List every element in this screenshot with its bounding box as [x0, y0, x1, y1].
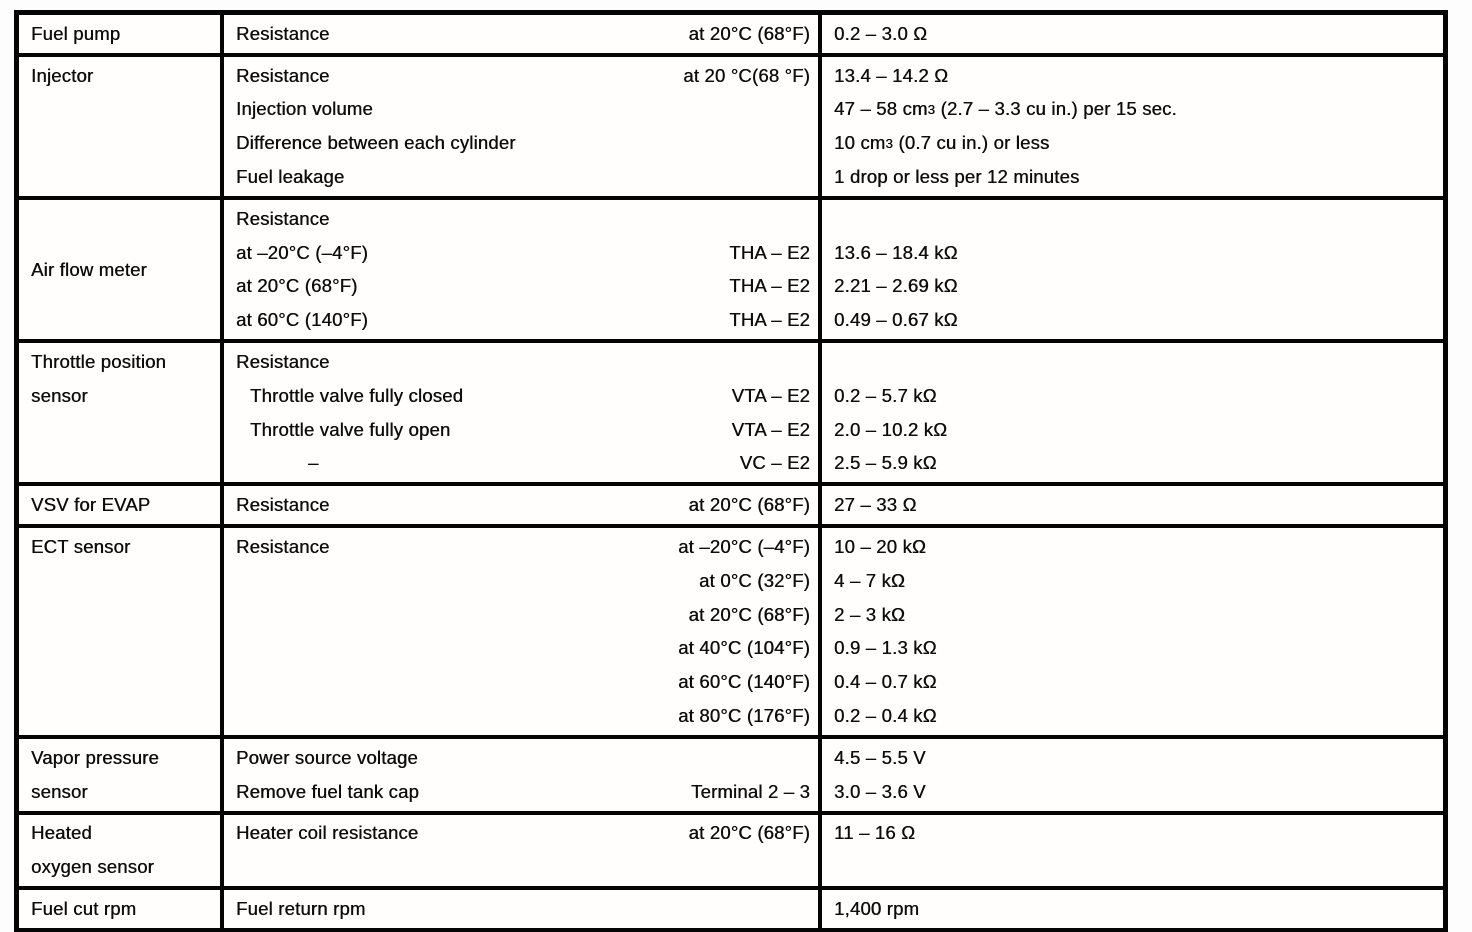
condition-line: [236, 379, 810, 413]
condition-detail: at 20°C (68°F): [688, 822, 810, 844]
condition-cell: [220, 890, 818, 928]
component-text: Fuel cut rpm: [31, 898, 137, 920]
condition-detail: VC – E2: [739, 452, 810, 474]
condition-line: [236, 202, 810, 236]
condition-detail: at 20°C (68°F): [688, 603, 810, 625]
condition-label: Resistance: [236, 22, 330, 44]
superscript-3: 3: [927, 101, 936, 117]
condition-detail: VTA – E2: [731, 384, 810, 406]
table-row: [19, 811, 1443, 887]
component-text: sensor: [31, 384, 88, 406]
component-cell: [19, 200, 220, 339]
component-cell: [19, 15, 220, 53]
condition-line: [236, 564, 810, 598]
value-line: 4 – 7 kΩ: [834, 569, 905, 591]
component-cell: [19, 57, 220, 196]
condition-line: [236, 17, 810, 51]
condition-line: [236, 632, 810, 666]
condition-cell: [220, 528, 818, 735]
condition-line: [236, 775, 810, 809]
value-cell: [818, 57, 1443, 196]
table-row: [19, 482, 1443, 524]
value-line: 0.4 – 0.7 kΩ: [834, 671, 937, 693]
condition-line: [236, 270, 810, 304]
value-line: 2.5 – 5.9 kΩ: [834, 452, 937, 474]
condition-label: at –20°C (–4°F): [236, 241, 368, 263]
value-line: 2.21 – 2.69 kΩ: [834, 275, 958, 297]
condition-line: [236, 413, 810, 447]
value-line: [834, 202, 1435, 236]
value-line: 0.2 – 3.0 Ω: [834, 22, 928, 44]
value-line: 2 – 3 kΩ: [834, 603, 905, 625]
condition-label: Throttle valve fully open: [250, 418, 451, 440]
condition-line: [236, 59, 810, 93]
component-cell: [19, 815, 220, 887]
value-line: 0.2 – 5.7 kΩ: [834, 384, 937, 406]
condition-cell: [220, 815, 818, 887]
condition-detail: at 60°C (140°F): [678, 671, 810, 693]
value-line: 1 drop or less per 12 minutes: [834, 166, 1080, 188]
component-text: sensor: [31, 780, 88, 802]
condition-label: Difference between each cylinder: [236, 132, 516, 154]
component-cell: [19, 890, 220, 928]
condition-label: Fuel leakage: [236, 166, 345, 188]
value-cell: [818, 486, 1443, 524]
condition-label: Resistance: [236, 536, 330, 558]
spec-table: [14, 10, 1448, 932]
component-text: Throttle position: [31, 351, 167, 373]
condition-line: [236, 345, 810, 379]
condition-detail: at –20°C (–4°F): [678, 536, 810, 558]
condition-line: [236, 530, 810, 564]
component-cell: [19, 486, 220, 524]
condition-label: Remove fuel tank cap: [236, 780, 419, 802]
condition-line: [236, 488, 810, 522]
value-line: 3.0 – 3.6 V: [834, 780, 926, 802]
table-row: [19, 735, 1443, 811]
component-text: Heated: [31, 822, 92, 844]
component-text: ECT sensor: [31, 536, 131, 558]
value-line: 0.9 – 1.3 kΩ: [834, 637, 937, 659]
value-line: [834, 345, 1435, 379]
condition-label: Heater coil resistance: [236, 822, 419, 844]
condition-detail: VTA – E2: [731, 418, 810, 440]
component-text: Fuel pump: [31, 22, 121, 44]
value-cell: [818, 890, 1443, 928]
condition-detail: at 0°C (32°F): [699, 569, 810, 591]
condition-line: [236, 236, 810, 270]
condition-label: at 20°C (68°F): [236, 275, 358, 297]
value-line: 0.49 – 0.67 kΩ: [834, 309, 958, 331]
condition-detail: Terminal 2 – 3: [691, 780, 810, 802]
component-cell: [19, 739, 220, 811]
condition-label: Resistance: [236, 351, 330, 373]
condition-line: [236, 741, 810, 775]
condition-line: [236, 126, 810, 160]
table-row: [19, 15, 1443, 53]
value-line: 4.5 – 5.5 V: [834, 746, 926, 768]
component-text: VSV for EVAP: [31, 494, 151, 516]
value-line: 2.0 – 10.2 kΩ: [834, 418, 948, 440]
value-line: 11 – 16 Ω: [834, 822, 916, 844]
condition-line: [236, 93, 810, 127]
condition-line: [236, 598, 810, 632]
condition-detail: THA – E2: [729, 275, 810, 297]
condition-detail: at 20°C (68°F): [688, 494, 810, 516]
value-line: 13.4 – 14.2 Ω: [834, 64, 949, 86]
value-cell: [818, 739, 1443, 811]
condition-detail: THA – E2: [729, 241, 810, 263]
component-text: oxygen sensor: [31, 856, 154, 878]
condition-cell: [220, 486, 818, 524]
component-cell: [19, 343, 220, 482]
condition-cell: [220, 343, 818, 482]
value-cell: [818, 343, 1443, 482]
value-cell: [818, 528, 1443, 735]
value-line: 27 – 33 Ω: [834, 494, 917, 516]
condition-label: Throttle valve fully closed: [250, 384, 464, 406]
condition-line: [236, 447, 810, 481]
value-line: 0.2 – 0.4 kΩ: [834, 705, 937, 727]
table-row: [19, 339, 1443, 482]
condition-label: Injection volume: [236, 98, 373, 120]
value-cell: [818, 15, 1443, 53]
condition-detail: at 80°C (176°F): [678, 705, 810, 727]
table-row: [19, 53, 1443, 196]
condition-detail: at 20°C (68°F): [688, 22, 810, 44]
value-cell: [818, 815, 1443, 887]
condition-line: [236, 892, 810, 926]
condition-label: Resistance: [236, 207, 330, 229]
condition-label: Fuel return rpm: [236, 898, 366, 920]
condition-label: –: [308, 452, 319, 474]
table-row: [19, 886, 1443, 928]
value-cell: [818, 200, 1443, 339]
condition-label: Resistance: [236, 494, 330, 516]
condition-line: [236, 303, 810, 337]
table-row: [19, 524, 1443, 735]
component-cell: [19, 528, 220, 735]
value-line: 13.6 – 18.4 kΩ: [834, 241, 958, 263]
table-row: [19, 196, 1443, 339]
value-line: 10 cm 3 (0.7 cu in.) or less: [834, 132, 1050, 154]
value-line: 47 – 58 cm 3 (2.7 – 3.3 cu in.) per 15 sec.: [834, 98, 1177, 120]
superscript-3: 3: [885, 135, 893, 151]
condition-label: Power source voltage: [236, 746, 418, 768]
condition-label: at 60°C (140°F): [236, 309, 368, 331]
component-text: Injector: [31, 64, 94, 86]
condition-line: [236, 699, 810, 733]
value-line: 10 – 20 kΩ: [834, 536, 926, 558]
condition-detail: THA – E2: [729, 309, 810, 331]
component-text: Air flow meter: [31, 258, 147, 280]
condition-line: [236, 817, 810, 851]
condition-cell: [220, 57, 818, 196]
condition-line: [236, 665, 810, 699]
component-text: Vapor pressure: [31, 746, 159, 768]
condition-cell: [220, 15, 818, 53]
condition-line: [236, 160, 810, 194]
condition-detail: at 40°C (104°F): [678, 637, 810, 659]
condition-detail: at 20 °C(68 °F): [683, 64, 810, 86]
condition-cell: [220, 739, 818, 811]
condition-cell: [220, 200, 818, 339]
value-line: 1,400 rpm: [834, 898, 920, 920]
condition-label: Resistance: [236, 64, 330, 86]
